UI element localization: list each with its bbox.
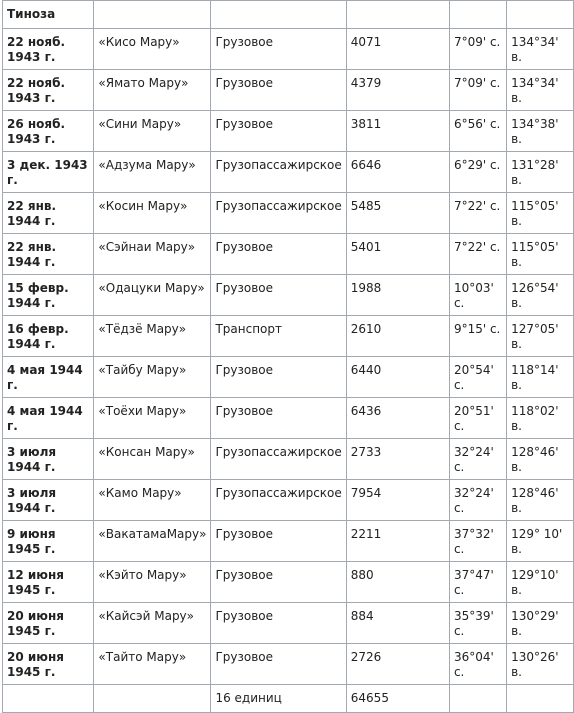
date-cell: 4 мая 1944 г. xyxy=(3,357,94,398)
table-row xyxy=(3,29,574,70)
ship-table-container xyxy=(2,0,574,713)
table-row xyxy=(3,603,574,644)
empty-cell xyxy=(449,685,506,713)
date-cell: 12 июня 1945 г. xyxy=(3,562,94,603)
longitude-cell: 118°02' в. xyxy=(507,398,574,439)
ship-name-cell: «Косин Мару» xyxy=(94,193,211,234)
tonnage-cell: 6436 xyxy=(346,398,449,439)
longitude-cell: 134°34' в. xyxy=(507,70,574,111)
longitude-cell: 115°05' в. xyxy=(507,234,574,275)
tonnage-cell: 3811 xyxy=(346,111,449,152)
table-row xyxy=(3,562,574,603)
date-cell: 22 нояб. 1943 г. xyxy=(3,29,94,70)
tonnage-cell: 2211 xyxy=(346,521,449,562)
ship-name-cell: «Тёдзё Мару» xyxy=(94,316,211,357)
ship-name-cell: «Адзума Мару» xyxy=(94,152,211,193)
ship-type-cell: Грузопассажирское xyxy=(211,193,346,234)
longitude-cell: 130°26' в. xyxy=(507,644,574,685)
longitude-cell: 129°10' в. xyxy=(507,562,574,603)
ship-type-cell: Грузовое xyxy=(211,29,346,70)
longitude-cell: 130°29' в. xyxy=(507,603,574,644)
tonnage-cell: 6646 xyxy=(346,152,449,193)
latitude-cell: 6°56' с. xyxy=(449,111,506,152)
tonnage-cell: 880 xyxy=(346,562,449,603)
ship-name-cell: «Кисо Мару» xyxy=(94,29,211,70)
tonnage-cell: 4379 xyxy=(346,70,449,111)
latitude-cell: 35°39' с. xyxy=(449,603,506,644)
empty-cell xyxy=(94,685,211,713)
tonnage-cell: 4071 xyxy=(346,29,449,70)
empty-cell xyxy=(346,1,449,29)
latitude-cell: 20°51' с. xyxy=(449,398,506,439)
ship-type-cell: Грузовое xyxy=(211,111,346,152)
table-row xyxy=(3,398,574,439)
date-cell: 22 нояб. 1943 г. xyxy=(3,70,94,111)
ship-type-cell: Грузовое xyxy=(211,603,346,644)
table-row xyxy=(3,480,574,521)
empty-cell xyxy=(507,685,574,713)
latitude-cell: 9°15' с. xyxy=(449,316,506,357)
table-row xyxy=(3,439,574,480)
longitude-cell: 129° 10' в. xyxy=(507,521,574,562)
total-tonnage-cell: 64655 xyxy=(346,685,449,713)
ship-type-cell: Грузовое xyxy=(211,275,346,316)
ship-name-cell: «Сини Мару» xyxy=(94,111,211,152)
ship-type-cell: Грузовое xyxy=(211,234,346,275)
ship-name-cell: «Одацуки Мару» xyxy=(94,275,211,316)
ship-type-cell: Грузовое xyxy=(211,644,346,685)
table-row xyxy=(3,234,574,275)
sunk-ships-table xyxy=(2,0,574,713)
table-row xyxy=(3,152,574,193)
ship-name-cell: «Ямато Мару» xyxy=(94,70,211,111)
longitude-cell: 118°14' в. xyxy=(507,357,574,398)
group-header-row xyxy=(3,1,574,29)
tonnage-cell: 7954 xyxy=(346,480,449,521)
table-row xyxy=(3,70,574,111)
date-cell: 26 нояб. 1943 г. xyxy=(3,111,94,152)
ship-type-cell: Грузопассажирское xyxy=(211,439,346,480)
tonnage-cell: 884 xyxy=(346,603,449,644)
date-cell: 9 июня 1945 г. xyxy=(3,521,94,562)
empty-cell xyxy=(507,1,574,29)
table-row xyxy=(3,275,574,316)
latitude-cell: 7°09' с. xyxy=(449,29,506,70)
longitude-cell: 131°28' в. xyxy=(507,152,574,193)
latitude-cell: 36°04' с. xyxy=(449,644,506,685)
ship-name-cell: «ВакатамаМару» xyxy=(94,521,211,562)
latitude-cell: 20°54' с. xyxy=(449,357,506,398)
ship-name-cell: «Кэйто Мару» xyxy=(94,562,211,603)
table-row xyxy=(3,111,574,152)
latitude-cell: 7°22' с. xyxy=(449,234,506,275)
table-row xyxy=(3,357,574,398)
longitude-cell: 134°38' в. xyxy=(507,111,574,152)
ship-name-cell: «Камо Мару» xyxy=(94,480,211,521)
latitude-cell: 37°32' с. xyxy=(449,521,506,562)
ship-type-cell: Грузовое xyxy=(211,521,346,562)
date-cell: 3 июля 1944 г. xyxy=(3,439,94,480)
latitude-cell: 6°29' с. xyxy=(449,152,506,193)
date-cell: 20 июня 1945 г. xyxy=(3,603,94,644)
longitude-cell: 128°46' в. xyxy=(507,480,574,521)
table-row xyxy=(3,521,574,562)
ship-type-cell: Транспорт xyxy=(211,316,346,357)
latitude-cell: 37°47' с. xyxy=(449,562,506,603)
table-row xyxy=(3,316,574,357)
date-cell: 16 февр. 1944 г. xyxy=(3,316,94,357)
latitude-cell: 32°24' с. xyxy=(449,480,506,521)
date-cell: 15 февр. 1944 г. xyxy=(3,275,94,316)
latitude-cell: 7°09' с. xyxy=(449,70,506,111)
ship-type-cell: Грузовое xyxy=(211,562,346,603)
total-row xyxy=(3,685,574,713)
date-cell: 3 июля 1944 г. xyxy=(3,480,94,521)
table-row xyxy=(3,193,574,234)
longitude-cell: 126°54' в. xyxy=(507,275,574,316)
ship-name-cell: «Тоёхи Мару» xyxy=(94,398,211,439)
empty-cell xyxy=(94,1,211,29)
latitude-cell: 10°03' с. xyxy=(449,275,506,316)
ship-name-cell: «Тайто Мару» xyxy=(94,644,211,685)
latitude-cell: 32°24' с. xyxy=(449,439,506,480)
latitude-cell: 7°22' с. xyxy=(449,193,506,234)
ship-name-cell: «Консан Мару» xyxy=(94,439,211,480)
ship-name-cell: «Тайбу Мару» xyxy=(94,357,211,398)
longitude-cell: 128°46' в. xyxy=(507,439,574,480)
tonnage-cell: 2733 xyxy=(346,439,449,480)
tonnage-cell: 1988 xyxy=(346,275,449,316)
empty-cell xyxy=(211,1,346,29)
ship-type-cell: Грузопассажирское xyxy=(211,152,346,193)
ship-type-cell: Грузовое xyxy=(211,398,346,439)
longitude-cell: 127°05' в. xyxy=(507,316,574,357)
date-cell: 22 янв. 1944 г. xyxy=(3,193,94,234)
ship-name-cell: «Кайсэй Мару» xyxy=(94,603,211,644)
longitude-cell: 115°05' в. xyxy=(507,193,574,234)
tonnage-cell: 2726 xyxy=(346,644,449,685)
table-row xyxy=(3,644,574,685)
date-cell: 22 янв. 1944 г. xyxy=(3,234,94,275)
date-cell: 4 мая 1944 г. xyxy=(3,398,94,439)
ship-type-cell: Грузопассажирское xyxy=(211,480,346,521)
empty-cell xyxy=(449,1,506,29)
tonnage-cell: 5401 xyxy=(346,234,449,275)
longitude-cell: 134°34' в. xyxy=(507,29,574,70)
ship-type-cell: Грузовое xyxy=(211,357,346,398)
date-cell: 20 июня 1945 г. xyxy=(3,644,94,685)
tonnage-cell: 5485 xyxy=(346,193,449,234)
tonnage-cell: 6440 xyxy=(346,357,449,398)
ship-name-cell: «Сэйнаи Мару» xyxy=(94,234,211,275)
group-label: Тиноза xyxy=(3,1,94,29)
ship-type-cell: Грузовое xyxy=(211,70,346,111)
tonnage-cell: 2610 xyxy=(346,316,449,357)
date-cell: 3 дек. 1943 г. xyxy=(3,152,94,193)
empty-cell xyxy=(3,685,94,713)
total-units-cell: 16 единиц xyxy=(211,685,346,713)
